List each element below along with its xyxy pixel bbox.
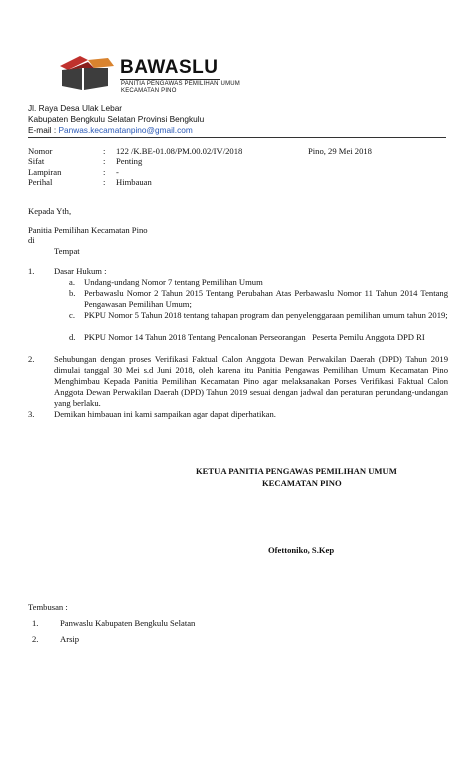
signature-title-2: KECAMATAN PINO	[262, 478, 342, 488]
item-1-number: 1.	[28, 266, 35, 276]
sub-d-text: PKPU Nomor 14 Tahun 2018 Tentang Pencalonan Perseorangan Peserta Pemilu Anggota DPD RI	[84, 332, 425, 342]
signature-title-1: KETUA PANITIA PENGAWAS PEMILIHAN UMUM	[196, 466, 397, 476]
lampiran-value: -	[116, 167, 119, 177]
item-1-title: Dasar Hukum :	[54, 266, 107, 276]
nomor-colon: :	[103, 146, 106, 156]
tembusan-2-number: 2.	[32, 634, 39, 644]
item-2-number: 2.	[28, 354, 35, 364]
sub-d-letter: d.	[69, 332, 76, 342]
bawaslu-logo-icon	[58, 52, 116, 92]
recipient-place: Tempat	[54, 246, 80, 256]
letter-date: Pino, 29 Mei 2018	[308, 146, 372, 156]
greeting: Kepada Yth,	[28, 206, 72, 216]
sub-b-letter: b.	[69, 288, 76, 298]
signatory-name: Ofettoniko, S.Kep	[268, 545, 335, 555]
nomor-label: Nomor	[28, 146, 53, 156]
nomor-value: 122 /K.BE-01.08/PM.00.02/IV/2018	[116, 146, 243, 156]
perihal-colon: :	[103, 177, 106, 187]
tembusan-1-number: 1.	[32, 618, 39, 628]
sifat-colon: :	[103, 156, 106, 166]
perihal-label: Perihal	[28, 177, 53, 187]
item-3-number: 3.	[28, 409, 35, 419]
org-subtitle-2: KECAMATAN PINO	[121, 88, 177, 94]
address-line-1: Jl. Raya Desa Ulak Lebar	[28, 103, 123, 113]
address-line-2: Kabupaten Bengkulu Selatan Provinsi Bengkulu	[28, 114, 205, 124]
sub-b-text: Perbawaslu Nomor 2 Tahun 2015 Tentang Perubahan Atas Perbawaslu Nomor 11 Tahun 2014 Tentang Pengawasan Pemilihan Umum;	[84, 288, 448, 310]
lampiran-colon: :	[103, 167, 106, 177]
recipient-name: Panitia Pemilihan Kecamatan Pino	[28, 225, 148, 235]
sub-a-letter: a.	[69, 277, 75, 287]
email-line	[28, 125, 193, 135]
email-label: E-mail :	[28, 125, 57, 135]
sub-c-letter: c.	[69, 310, 75, 320]
tembusan-2-text: Arsip	[60, 634, 80, 644]
sub-a-text: Undang-undang Nomor 7 tentang Pemilihan Umum	[84, 277, 263, 287]
sub-c-text: PKPU Nomor 5 Tahun 2018 tentang tahapan program dan penyelenggaraan pemilihan umum tahun 2019;	[84, 310, 448, 320]
perihal-value: Himbauan	[116, 177, 152, 187]
item-2-text: Sehubungan dengan proses Verifikasi Faktual Calon Anggota Dewan Perwakilan Daerah (DPD) Tahun 2019 dimulai tanggal 30 Mei s.d Juni 2018, oleh karena itu Panitia Pengawas Pemilihan Umum Kecamatan Pino Menghimbau Kepada Panitia Pemilihan Kecamatan Pino agar melaksanakan Porses Verifikasi Faktual Calon Anggota Dewan Perwakilan Daerah (DPD) Tahun 2019 sesuai dengan jadwal dan peraturan perundang-undangan yang berlaku.	[54, 354, 448, 409]
email-link[interactable]: Panwas.kecamatanpino@gmail.com	[58, 125, 193, 135]
tembusan-label: Tembusan :	[28, 602, 68, 612]
tembusan-1-text: Panwaslu Kabupaten Bengkulu Selatan	[60, 618, 196, 628]
sifat-value: Penting	[116, 156, 143, 166]
item-3-text: Demikan himbauan ini kami sampaikan agar dapat diperhatikan.	[54, 409, 276, 419]
org-name: BAWASLU	[120, 57, 219, 78]
header-divider	[28, 137, 446, 138]
brand-underline	[120, 79, 220, 80]
sifat-label: Sifat	[28, 156, 45, 166]
recipient-di: di	[28, 235, 35, 245]
org-subtitle-1: PANITIA PENGAWAS PEMILIHAN UMUM	[121, 81, 240, 87]
lampiran-label: Lampiran	[28, 167, 62, 177]
